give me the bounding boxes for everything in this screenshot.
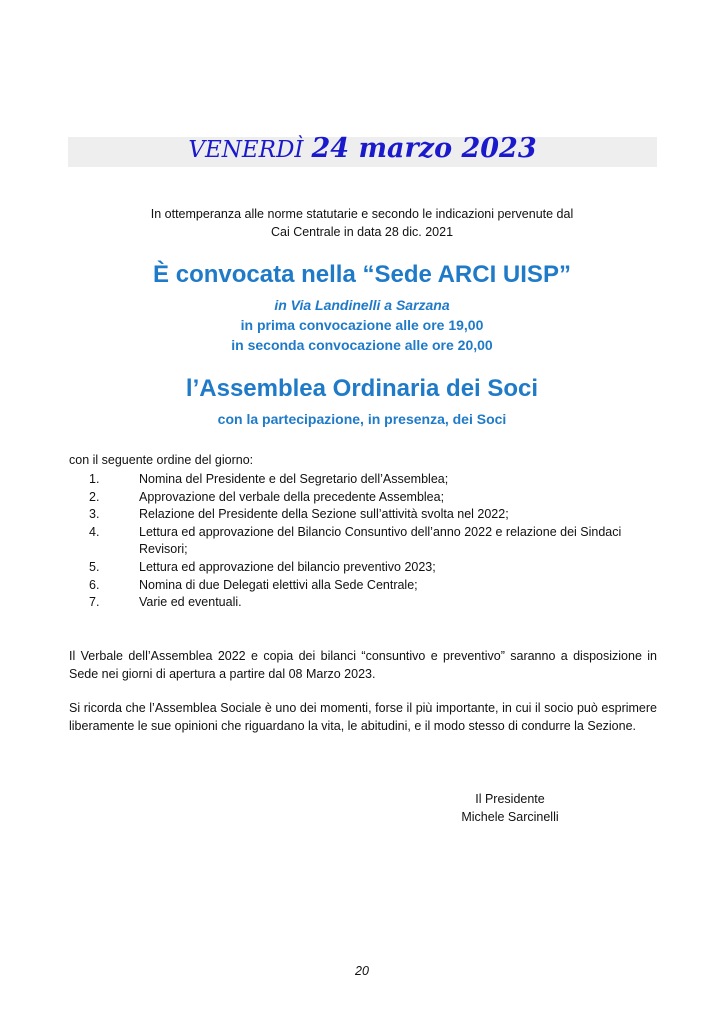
signature-role: Il Presidente [475,792,545,806]
agenda-item-number: 2. [89,489,100,504]
agenda-item-text: Nomina di due Delegati elettivi alla Sede Centrale; [139,577,418,592]
date-banner [68,133,657,167]
agenda-intro: con il seguente ordine del giorno: [69,453,254,467]
agenda-item [69,471,657,489]
intro-line-2: Cai Centrale in data 28 dic. 2021 [270,225,454,239]
agenda-item-number: 3. [89,507,100,522]
banner-day: VENERDÌ [188,137,304,163]
agenda-item [69,524,657,559]
agenda-item [69,506,657,524]
agenda-list [69,471,657,612]
assembly-subtitle: con la partecipazione, in presenza, dei Soci [217,411,507,427]
agenda-item-text: Lettura ed approvazione del bilancio preventivo 2023; [139,559,436,574]
agenda-item [69,577,657,595]
page-number: 20 [355,964,369,978]
agenda-item-number: 7. [89,595,100,610]
signature-name: Michele Sarcinelli [461,810,559,824]
reminder-paragraph: Si ricorda che l’Assemblea Sociale è uno dei momenti, forse il più importante, in cui il socio può esprimere liberamente le sue opinioni che riguardano la vita, le abitudini, e il modo stesso di condurre la Sezione. [69,701,657,733]
agenda-item-number: 5. [89,559,100,574]
banner-date: 24 marzo 2023 [311,133,537,164]
convocation-location: in Via Landinelli a Sarzana [274,297,450,313]
agenda-item-number: 6. [89,577,100,592]
agenda-item-number: 1. [89,472,100,486]
second-call-time: in seconda convocazione alle ore 20,00 [231,337,493,353]
signature-block [420,790,600,826]
agenda-item-text: Lettura ed approvazione del Bilancio Consuntivo dell’anno 2022 e relazione dei Sindaci Revisori; [139,524,622,557]
assembly-title: l’Assemblea Ordinaria dei Soci [185,375,539,402]
agenda-item-text: Approvazione del verbale della precedente Assemblea; [139,489,445,504]
agenda-item [69,594,657,612]
agenda-item [69,559,657,577]
agenda-item-text: Relazione del Presidente della Sezione sull’attività svolta nel 2022; [139,507,509,522]
first-call-time: in prima convocazione alle ore 19,00 [240,317,484,333]
documents-paragraph: Il Verbale dell’Assemblea 2022 e copia dei bilanci “consuntivo e preventivo” saranno a disposizione in Sede nei giorni di apertura a partire dal 08 Marzo 2023. [69,649,657,681]
agenda-item-number: 4. [89,524,100,539]
agenda-item-text: Varie ed eventuali. [139,595,242,610]
convocation-title: È convocata nella “Sede ARCI UISP” [153,261,571,288]
intro-line-1: In ottemperanza alle norme statutarie e secondo le indicazioni pervenute dal [150,207,574,221]
agenda-item-text: Nomina del Presidente e del Segretario dell’Assemblea; [139,472,449,486]
banner-title [68,133,657,164]
agenda-item [69,489,657,507]
